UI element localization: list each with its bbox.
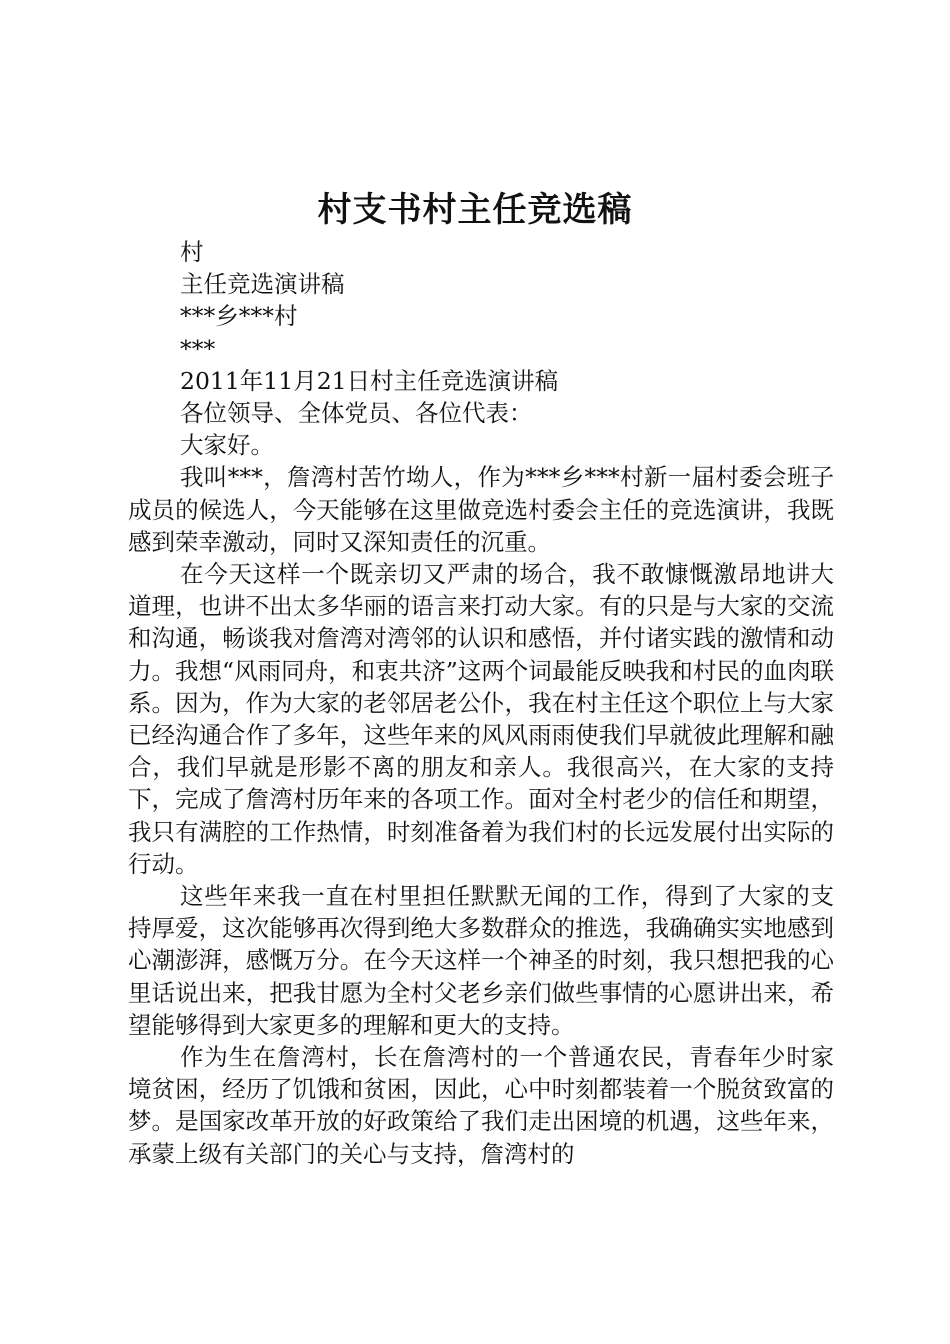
paragraph: 我叫***，詹湾村苦竹坳人，作为***乡***村新一届村委会班子成员的候选人，今天能够在这里做竞选村委会主任的竞选演讲，我既感到荣幸激动，同时又深知责任的沉重。 bbox=[128, 463, 834, 556]
greeting: 大家好。 bbox=[180, 431, 274, 460]
header-line: 主任竞选演讲稿 bbox=[180, 270, 345, 299]
header-line: ***乡***村 bbox=[180, 302, 298, 331]
paragraph: 这些年来我一直在村里担任默默无闻的工作，得到了大家的支持厚爱，这次能够再次得到绝大多数群众的推选，我确确实实地感到心潮澎湃，感慨万分。在今天这样一个神圣的时刻，我只想把我的心里话说出来，把我甘愿为全村父老乡亲们做些事情的心愿讲出来，希望能够得到大家更多的理解和更大的支持。 bbox=[128, 882, 834, 1039]
paragraph: 作为生在詹湾村，长在詹湾村的一个普通农民，青春年少时家境贫困，经历了饥饿和贫困，因此，心中时刻都装着一个脱贫致富的梦。是国家改革开放的好政策给了我们走出困境的机遇，这些年来，承蒙上级有关部门的关心与支持，詹湾村的 bbox=[128, 1043, 834, 1168]
header-line: *** bbox=[180, 334, 216, 363]
paragraph: 在今天这样一个既亲切又严肃的场合，我不敢慷慨激昂地讲大道理，也讲不出太多华丽的语言来打动大家。有的只是与大家的交流和沟通，畅谈我对詹湾对湾邻的认识和感悟，并付诸实践的激情和动力。我想“风雨同舟，和衷共济”这两个词最能反映我和村民的血肉联系。因为，作为大家的老邻居老公仆，我在村主任这个职位上与大家已经沟通合作了多年，这些年来的风风雨雨使我们早就彼此理解和融合，我们早就是形影不离的朋友和亲人。我很高兴，在大家的支持下，完成了詹湾村历年来的各项工作。面对全村老少的信任和期望，我只有满腔的工作热情，时刻准备着为我们村的长远发展付出实际的行动。 bbox=[128, 560, 834, 878]
salutation: 各位领导、全体党员、各位代表： bbox=[180, 399, 533, 428]
date-line: 2011年11月21日村主任竞选演讲稿 bbox=[180, 366, 559, 395]
header-line: 村 bbox=[180, 238, 204, 266]
document-title: 村支书村主任竞选稿 bbox=[317, 190, 633, 230]
document-body bbox=[128, 236, 834, 1170]
